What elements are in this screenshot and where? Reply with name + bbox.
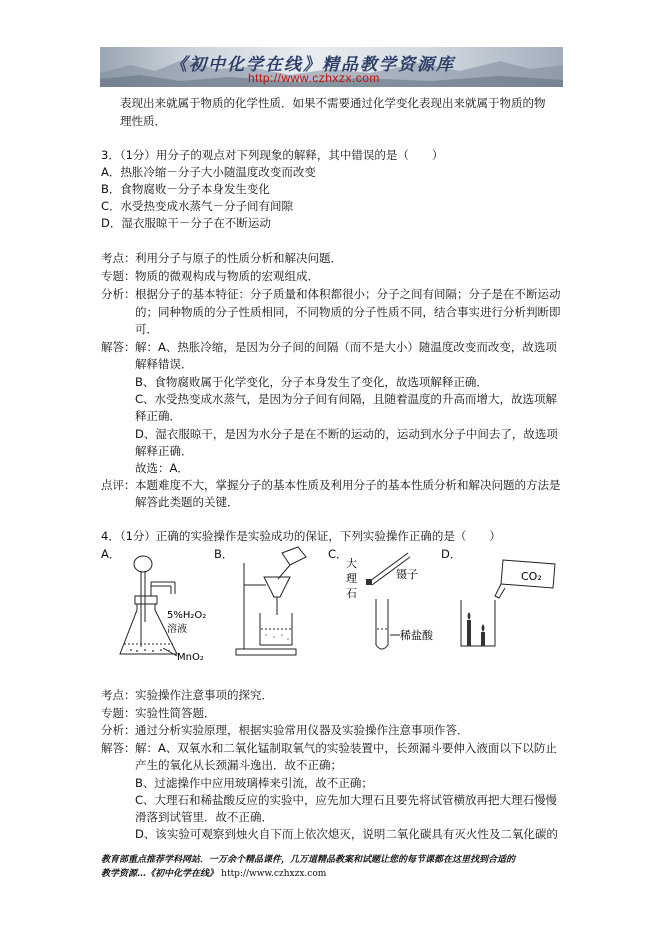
q4-jieda-line-2: 产生的氧化从长颈漏斗逸出．故不正确； [135,758,342,772]
q3-option-b: B．食物腐败－分子本身发生变化 [101,182,270,196]
banner-url[interactable]: http://www.czhxzx.com [248,71,380,85]
fig-c-label-hcl: 稀盐酸 [400,629,433,642]
q4-kaodian: 实验操作注意事项的探究． [135,688,273,702]
q3-jieda-line-5: 释正确． [135,409,181,423]
q3-jieda-line-3: B、食物腐败属于化学变化，分子本身发生了变化，故选项解释正确． [135,375,488,389]
fig-a-label-h2o2: 5%H₂O₂ [167,610,207,621]
q4-jieda-line-5: 滑落到试管里．故不正确． [135,810,273,824]
q3-fenxi-line-2: 的；同种物质的分子性质相同，不同物质的分子性质不同，结合事实进行分析判断即 [135,305,561,319]
q3-zhuanti-label: 专题： [101,269,136,283]
q4-kaodian-label: 考点： [101,688,136,702]
q3-kaodian-label: 考点： [101,251,136,265]
fig-c-label-da: 大 [346,557,357,570]
q4-fenxi: 通过分析实验原理，根据实验常用仪器及实验操作注意事项作答． [135,723,469,737]
fig-d-label-co2: CO₂ [521,570,542,583]
q4-jieda-line-1: 解：A、双氧水和二氧化锰制取氧气的实验装置中，长颈漏斗要伸入液面以下以防止 [135,741,557,755]
q3-jieda-label: 解答： [101,340,136,354]
q3-dianping-line-1: 本题难度不大，掌握分子的基本性质及利用分子的基本性质分析和解决问题的方法是 [135,478,561,492]
figure-b-filtration [230,545,320,660]
footer-line-2 [101,868,326,881]
fig-c-label-tweezers: 镊子 [396,568,418,581]
footer-line-2-text: 教学资源…《初中化学在线》 [101,869,219,879]
q4-option-c-label: C． [328,547,348,561]
fig-a-label-mno2: MnO₂ [177,652,204,663]
q4-option-a-label: A． [101,547,121,561]
fig-a-label-solution: 溶液 [167,624,187,635]
q4-jieda-line-3: B、过滤操作中应用玻璃棒来引流，故不正确； [135,776,373,790]
q4-zhuanti-label: 专题： [101,706,136,720]
figure-d-co2-candles [455,552,565,652]
q3-stem: 3．（1分）用分子的观点对下列现象的解释，其中错误的是（ ） [101,148,444,162]
q4-zhuanti: 实验性简答题． [135,706,216,720]
prev-text-line-1: 表现出来就属于物质的化学性质．如果不需要通过化学变化表现出来就属于物质的物 [120,96,546,110]
q3-option-c: C．水受热变成水蒸气－分子间有间隙 [101,199,294,213]
fig-c-label-li: 理 [346,572,357,585]
q3-option-d: D．湿衣服晾干－分子在不断运动 [101,216,271,230]
q3-jieda-line-2: 解释错误． [135,357,193,371]
q3-fenxi-label: 分析： [101,287,136,301]
q3-jieda-line-7: 解释正确． [135,444,193,458]
figure-c-test-tube [340,545,440,660]
q3-fenxi-line-1: 根据分子的基本特征：分子质量和体积都很小；分子之间有间隔；分子是在不断运动 [135,287,561,301]
q4-jieda-line-6: D、该实验可观察到烛火自下而上依次熄灭，说明二氧化碳具有灭火性及二氧化碳的 [135,827,558,841]
q3-option-a: A．热胀冷缩－分子大小随温度改变而改变 [101,165,316,179]
footer-url[interactable]: http://www.czhxzx.com [221,869,327,879]
q4-jieda-line-4: C、大理石和稀盐酸反应的实验中，应先加大理石且要先将试管横放再把大理石慢慢 [135,793,558,807]
q3-jieda-line-6: D、湿衣服晾干，是因为水分子是在不断的运动的，运动到水分子中间去了，故选项 [135,427,558,441]
q3-dianping-label: 点评： [101,478,136,492]
q3-dianping-line-2: 解答此类题的关键． [135,495,239,509]
q3-zhuanti: 物质的微观构成与物质的宏观组成． [135,269,319,283]
q3-fenxi-line-3: 可． [135,322,158,336]
q4-option-d-label: D． [441,547,462,561]
q4-jieda-label: 解答： [101,741,136,755]
footer-line-1: 教育部重点推荐学科网站．一万余个精品课件，几万道精品教案和试题让您的每节课都在这里找到合适的 [101,855,516,865]
q4-option-b-label: B． [214,547,234,561]
q3-jieda-line-8: 故选：A． [135,461,189,475]
q3-kaodian: 利用分子与原子的性质分析和解决问题． [135,251,342,265]
fig-c-label-shi: 石 [346,587,357,600]
figure-a-apparatus [115,552,215,664]
q4-stem: 4．（1分）正确的实验操作是实验成功的保证，下列实验操作正确的是（ ） [101,529,501,543]
q3-jieda-line-1: 解：A、热胀冷缩，是因为分子间的间隔（而不是大小）随温度改变而改变，故选项 [135,340,557,354]
q4-fenxi-label: 分析： [101,723,136,737]
prev-text-line-2: 理性质． [120,114,166,128]
banner-title: 《初中化学在线》精品教学资源库 [170,55,455,75]
header-banner [100,47,563,87]
q3-jieda-line-4: C、水受热变成水蒸气，是因为分子间有间隔，且随着温度的升高而增大，故选项解 [135,392,558,406]
